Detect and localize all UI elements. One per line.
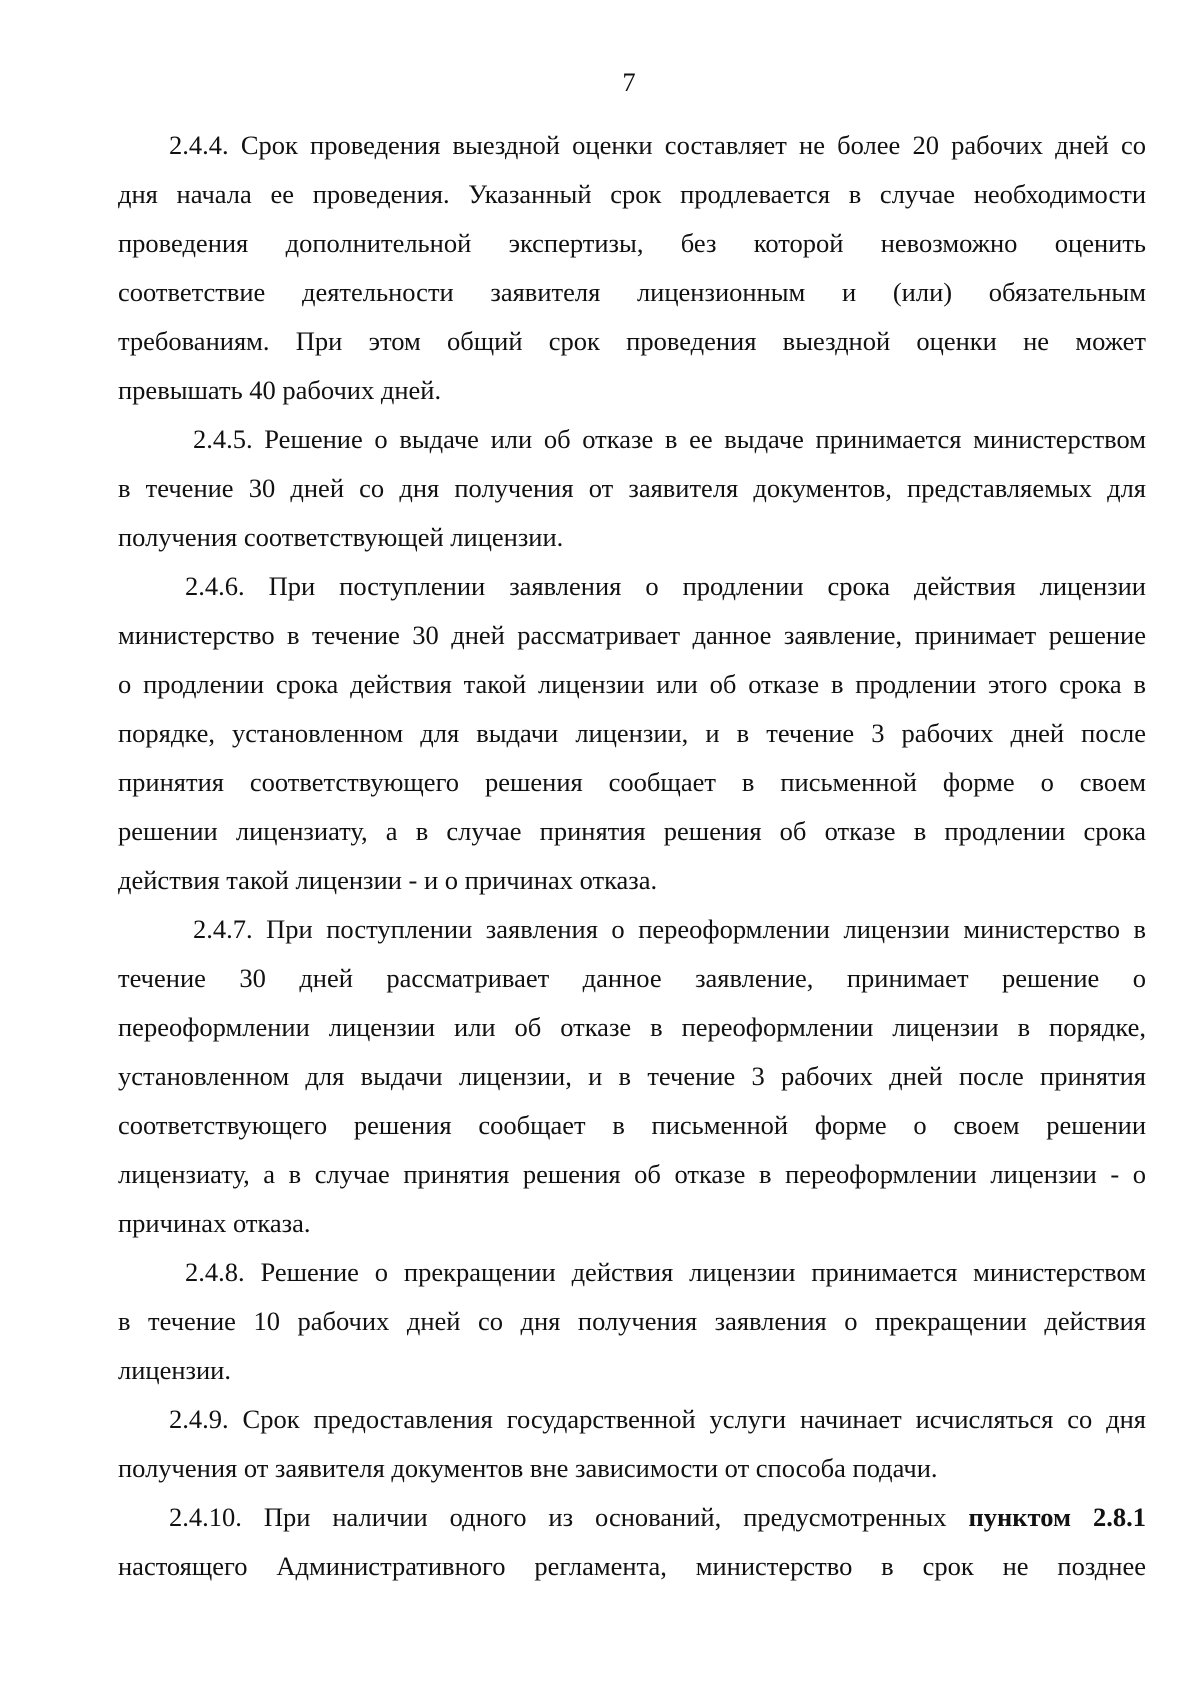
paragraph-2-4-5 — [118, 415, 1146, 562]
paragraph-line: 2.4.7. При поступлении заявления о переоформлении лицензии министерство в — [193, 914, 1146, 944]
paragraph-line — [118, 1493, 1146, 1542]
clause-reference-link: пунктом 2.8.1 — [968, 1502, 1146, 1532]
paragraph-line: 2.4.5. Решение о выдаче или об отказе в ее выдаче принимается министерством — [193, 424, 1146, 454]
paragraph-line: министерство в течение 30 дней рассматривает данное заявление, принимает решение — [118, 620, 1146, 650]
paragraph-line: требованиям. При этом общий срок проведения выездной оценки не может — [118, 326, 1146, 356]
paragraph-2-4-8 — [118, 1248, 1146, 1395]
paragraph-line: 2.4.9. Срок предоставления государственной услуги начинает исчисляться со дня — [169, 1404, 1146, 1434]
paragraph-line: течение 30 дней рассматривает данное заявление, принимает решение о — [118, 963, 1146, 993]
paragraph-line: переоформлении лицензии или об отказе в переоформлении лицензии в порядке, — [118, 1012, 1146, 1042]
paragraph-line: 2.4.4. Срок проведения выездной оценки составляет не более 20 рабочих дней со — [169, 130, 1146, 160]
document-body — [118, 121, 1146, 1591]
paragraph-line-text: 2.4.10. При наличии одного из оснований, предусмотренных — [169, 1502, 969, 1532]
paragraph-line: решении лицензиату, а в случае принятия решения об отказе в продлении срока — [118, 816, 1146, 846]
paragraph-line: установленном для выдачи лицензии, и в течение 3 рабочих дней после принятия — [118, 1061, 1146, 1091]
paragraph-line: лицензиату, а в случае принятия решения об отказе в переоформлении лицензии - о — [118, 1159, 1146, 1189]
paragraph-line: получения от заявителя документов вне зависимости от способа подачи. — [118, 1453, 938, 1483]
paragraph-2-4-9 — [118, 1395, 1146, 1493]
paragraph-2-4-6 — [118, 562, 1146, 905]
paragraph-2-4-7 — [118, 905, 1146, 1248]
paragraph-line: 2.4.8. Решение о прекращении действия лицензии принимается министерством — [185, 1257, 1146, 1287]
paragraph-line: принятия соответствующего решения сообщает в письменной форме о своем — [118, 767, 1146, 797]
paragraph-2-4-4 — [118, 121, 1146, 415]
paragraph-line: в течение 30 дней со дня получения от заявителя документов, представляемых для — [118, 473, 1146, 503]
paragraph-line: проведения дополнительной экспертизы, без которой невозможно оценить — [118, 228, 1146, 258]
paragraph-line: дня начала ее проведения. Указанный срок продлевается в случае необходимости — [118, 179, 1146, 209]
paragraph-line: соответствие деятельности заявителя лицензионным и (или) обязательным — [118, 277, 1146, 307]
paragraph-2-4-10 — [118, 1493, 1146, 1591]
paragraph-line: получения соответствующей лицензии. — [118, 522, 564, 552]
page-number: 7 — [622, 67, 636, 97]
paragraph-line: соответствующего решения сообщает в письменной форме о своем решении — [118, 1110, 1146, 1140]
paragraph-line: причинах отказа. — [118, 1208, 311, 1238]
paragraph-line: действия такой лицензии - и о причинах отказа. — [118, 865, 658, 895]
paragraph-line: в течение 10 рабочих дней со дня получения заявления о прекращении действия — [118, 1306, 1146, 1336]
paragraph-line: лицензии. — [118, 1355, 231, 1385]
paragraph-line: порядке, установленном для выдачи лицензии, и в течение 3 рабочих дней после — [118, 718, 1146, 748]
paragraph-line: превышать 40 рабочих дней. — [118, 375, 442, 405]
paragraph-line: настоящего Административного регламента, министерство в срок не позднее — [118, 1551, 1146, 1581]
paragraph-line: 2.4.6. При поступлении заявления о продлении срока действия лицензии — [185, 571, 1146, 601]
paragraph-line: о продлении срока действия такой лицензии или об отказе в продлении этого срока в — [118, 669, 1146, 699]
